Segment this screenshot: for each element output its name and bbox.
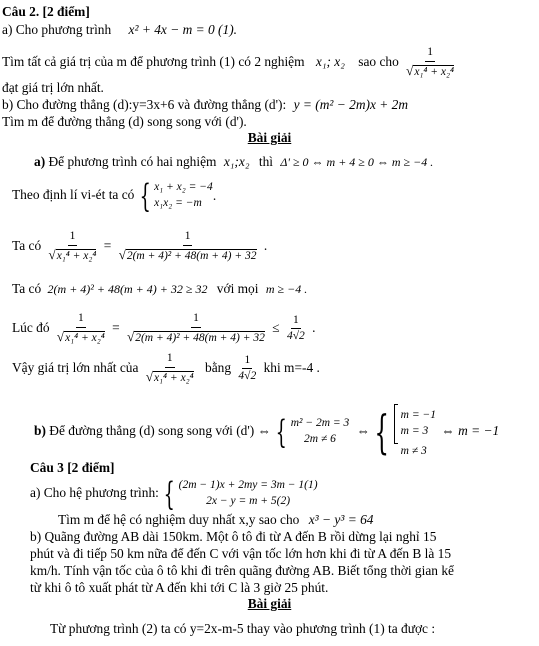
taco-frac-right: $\frac{1}{\text{√2(m + 4)² + 48(m + 4) + 32}}$ bbox=[118, 230, 257, 262]
taco-frac-left-den: x₁⁴ + x₂⁴ bbox=[56, 249, 97, 262]
q2-fraction-numerator: 1 bbox=[425, 46, 435, 62]
q3-find-line bbox=[58, 512, 374, 528]
q2-title: Câu 2. [2 điểm] bbox=[2, 4, 90, 19]
taco2-condition: m ≥ −4 . bbox=[265, 282, 308, 296]
conclusion-equals-word: bằng bbox=[205, 359, 232, 375]
viet-line bbox=[12, 177, 217, 215]
q3-b-line-4: từ khi ô tô xuất phát từ A đến khi tới C là 3 giờ 25 phút. bbox=[30, 580, 329, 595]
q2-a-equation: x² + 4x − m = 0 (1). bbox=[128, 22, 238, 37]
q3-find-equation: x³ − y³ = 64 bbox=[308, 512, 374, 527]
conclusion-line bbox=[12, 352, 320, 386]
lucdo-frac-3-num: 1 bbox=[291, 314, 301, 330]
conclusion-frac-value-den: 4√2 bbox=[238, 370, 257, 383]
sol-a-condition-line bbox=[34, 154, 433, 170]
taco-line-1: Ta có $\frac{1}{\text{√x₁⁴ + x₂⁴}}$ = $\frac{1}{\text{√2(m + 4)² + 48(m + 4) + 32}}$ . bbox=[12, 230, 268, 262]
taco-frac-left: $\frac{1}{\text{√x₁⁴ + x₂⁴}}$ bbox=[48, 230, 97, 262]
sol-b-system-eq1: m² − 2m = 3 bbox=[290, 417, 350, 430]
lucdo-leq: ≤ bbox=[272, 319, 280, 335]
sol-b-label: b) bbox=[34, 422, 46, 438]
sol-b-case-1: m = −1 bbox=[400, 409, 436, 422]
solution-heading-1: Bài giải bbox=[247, 130, 292, 145]
lucdo-frac-1-den: x₁⁴ + x₂⁴ bbox=[65, 331, 105, 344]
viet-system: { x₁ + x₂ = −4 x₁x₂ = −m . bbox=[139, 177, 217, 215]
conclusion-text: Vậy giá trị lớn nhất của bbox=[12, 359, 139, 375]
taco2-label: Ta có bbox=[12, 281, 42, 296]
q2-a-find: Tìm tất cả giá trị của m để phương trình (1) có 2 nghiệm bbox=[2, 53, 305, 69]
q2-a-prefix: a) Cho phương trình bbox=[2, 22, 112, 37]
lucdo-frac-3-den: 4√2 bbox=[286, 330, 305, 343]
q3-b-line-3: km/h. Tính vận tốc của ô tô khi đi trên quãng đường AB. Biết tổng thời gian kể bbox=[30, 563, 454, 578]
q2-fraction: $\frac{1}{\text{√x₁⁴ + x₂⁴}}$ bbox=[406, 46, 455, 78]
sol-a-label: a) bbox=[34, 154, 46, 169]
lucdo-frac-2-den: 2(m + 4)² + 48(m + 4) + 32 bbox=[135, 331, 265, 344]
lucdo-frac-1: $\frac{1}{\text{√x₁⁴ + x₂⁴}}$ bbox=[56, 312, 105, 344]
q2-a-max: đạt giá trị lớn nhất. bbox=[2, 80, 104, 95]
q3-b-line-2: phút và đi tiếp 50 km nữa để đến C với vận tốc lớn hơn khi đi từ A đến B là 15 bbox=[30, 546, 452, 561]
lucdo-line: Lúc đó $\frac{1}{\text{√x₁⁴ + x₂⁴}}$ = $\frac{1}{\text{√2(m + 4)² + 48(m + 4) + 32}}$ ≤ $\frac{1}{4√2}$ . bbox=[12, 312, 316, 344]
taco2-forall: với mọi bbox=[216, 281, 259, 296]
sol-b-system-eq2: 2m ≠ 6 bbox=[304, 432, 336, 445]
taco-dot: . bbox=[263, 237, 268, 253]
viet-end: . bbox=[212, 187, 217, 203]
sol-b-iff-2: ⇔ bbox=[356, 422, 371, 438]
sol-b-line bbox=[34, 404, 499, 460]
q2-part-a-line bbox=[2, 22, 237, 38]
q3-a-prefix: a) Cho hệ phương trình: bbox=[30, 485, 159, 501]
taco-frac-left-num: 1 bbox=[68, 230, 78, 246]
q3-title: Câu 3 [2 điểm] bbox=[30, 460, 115, 475]
q2-a-roots: x₁; x₂ bbox=[315, 53, 345, 69]
sol-a-then: thì bbox=[258, 154, 273, 169]
solution-heading-2: Bài giải bbox=[247, 596, 292, 611]
sol-b-case-3: m ≠ 3 bbox=[400, 445, 427, 457]
conclusion-when: khi m=-4 . bbox=[263, 359, 320, 375]
q2-part-b-line bbox=[2, 97, 408, 113]
q2-b-text: b) Cho đường thẳng (d):y=3x+6 và đường thẳng (d'): bbox=[2, 97, 287, 112]
q3-find: Tìm m để hệ có nghiệm duy nhất x,y sao cho bbox=[58, 512, 300, 527]
viet-product: x₁x₂ = −m bbox=[154, 197, 202, 209]
taco-frac-right-den: 2(m + 4)² + 48(m + 4) + 32 bbox=[126, 249, 257, 262]
q2-b-equation: y = (m² − 2m)x + 2m bbox=[293, 97, 408, 112]
lucdo-dot: . bbox=[312, 319, 316, 335]
conclusion-frac-expr-num: 1 bbox=[165, 352, 175, 368]
sol-b-case-2: m = 3 bbox=[400, 425, 429, 437]
viet-sum: x₁ + x₂ = −4 bbox=[154, 181, 213, 194]
q3-system-eq1: (2m − 1)x + 2my = 3m − 1(1) bbox=[178, 479, 318, 492]
conclusion-frac-value bbox=[236, 354, 258, 385]
sol-b-iff-1: ⇔ bbox=[257, 422, 271, 438]
lucdo-frac-2-num: 1 bbox=[191, 312, 201, 328]
lucdo-frac-2: $\frac{1}{\text{√2(m + 4)² + 48(m + 4) + 32}}$ bbox=[127, 312, 265, 344]
taco-label: Ta có bbox=[12, 237, 42, 253]
q3-last-line: Từ phương trình (2) ta có y=2x-m-5 thay vào phương trình (1) ta được : bbox=[50, 621, 436, 636]
conclusion-frac-value-num: 1 bbox=[242, 354, 252, 370]
taco-frac-right-num: 1 bbox=[183, 230, 193, 246]
q2-b-find: Tìm m để đường thẳng (d) song song với (d'). bbox=[2, 114, 247, 129]
q3-system-eq2: 2x − y = m + 5(2) bbox=[206, 495, 291, 507]
sol-b-system: { m² − 2m = 3 2m ≠ 6 bbox=[275, 412, 350, 451]
sol-a-condition: Δ' ≥ 0 ⇔ m + 4 ≥ 0 ⇔ m ≥ −4 . bbox=[280, 155, 434, 169]
sol-b-result: ⇔ m = −1 bbox=[441, 422, 500, 438]
sol-a-roots: x₁;x₂ bbox=[223, 154, 250, 169]
viet-text: Theo định lí vi-ét ta có bbox=[12, 187, 135, 203]
lucdo-frac-3 bbox=[285, 314, 307, 345]
q3-system: { (2m − 1)x + 2my = 3m − 1(1) 2x − y = m + 5(2) bbox=[163, 475, 318, 513]
lucdo-frac-1-num: 1 bbox=[76, 312, 86, 328]
sol-b-cases: { m = −1 m = 3 m ≠ 3 bbox=[374, 404, 436, 459]
taco-line-2 bbox=[12, 281, 307, 297]
q2-so-that: sao cho bbox=[358, 53, 399, 69]
taco2-inequality: 2(m + 4)² + 48(m + 4) + 32 ≥ 32 bbox=[47, 282, 208, 296]
sol-b-text: Để đường thẳng (d) song song với (d') bbox=[49, 422, 255, 438]
q3-b-line-1: b) Quãng đường AB dài 150km. Một ô tô đi từ A đến B rồi dừng lại nghỉ 15 bbox=[30, 529, 437, 544]
q2-fraction-denominator: x₁⁴ + x₂⁴ bbox=[414, 65, 455, 78]
conclusion-frac-expr-den: x₁⁴ + x₂⁴ bbox=[153, 371, 194, 384]
sol-a-text: Để phương trình có hai nghiệm bbox=[48, 154, 217, 169]
lucdo-label: Lúc đó bbox=[12, 319, 50, 335]
conclusion-frac-expr: $\frac{1}{\text{√x₁⁴ + x₂⁴}}$ bbox=[145, 352, 194, 384]
q2-find-line bbox=[2, 46, 458, 80]
q3-a-line bbox=[30, 475, 318, 513]
